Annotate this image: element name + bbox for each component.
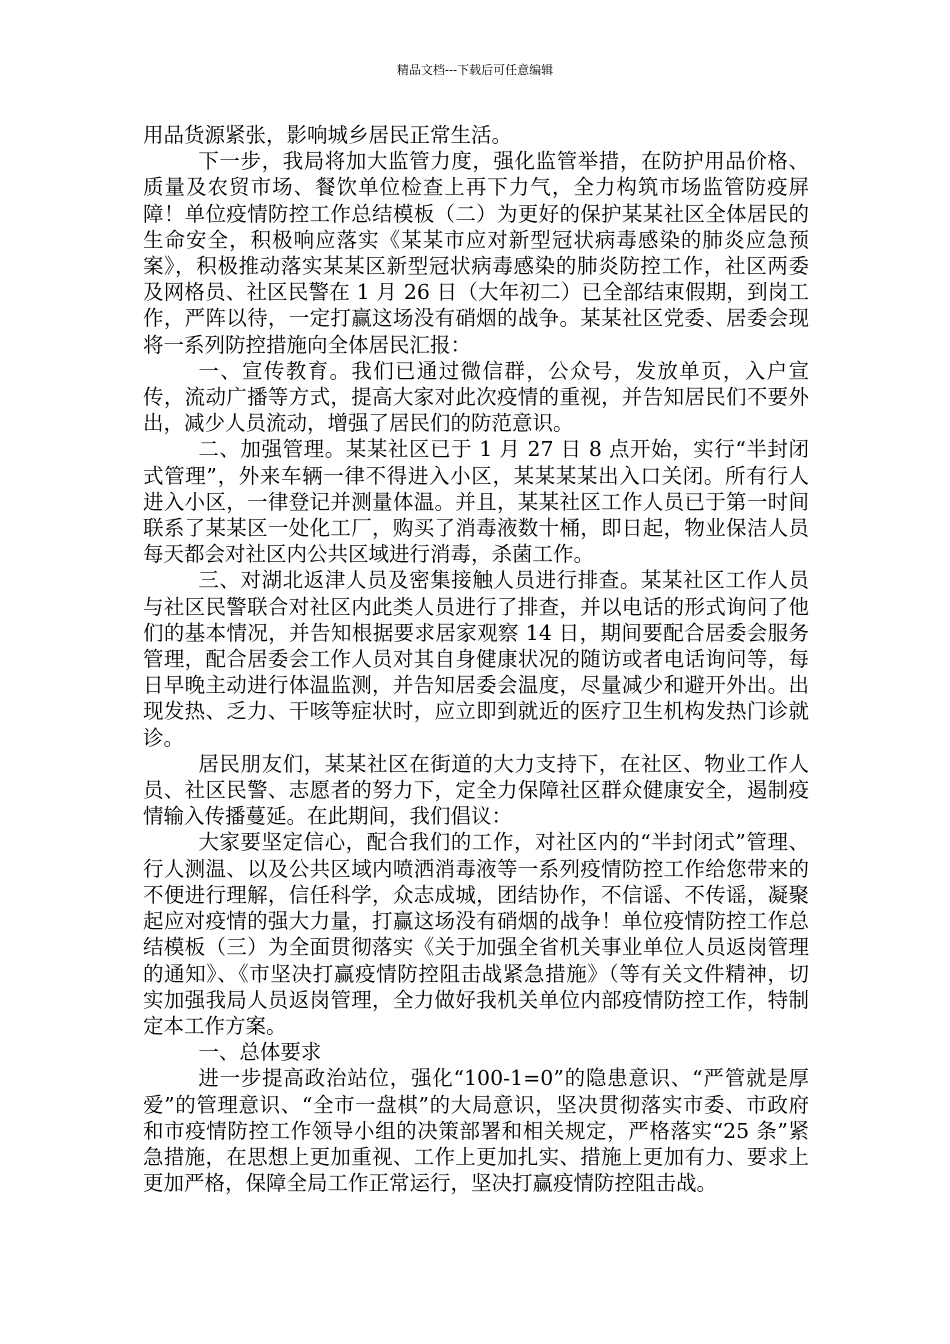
- document-body: [143, 122, 809, 1196]
- paragraph-appeal: 大家要坚定信心，配合我们的工作，对社区内的“半封闭式”管理、行人测温、以及公共区域内喷洒消毒液等一系列疫情防控工作给您带来的不便进行理解，信任科学，众志成城，团结协作，不信谣、不传谣，凝聚起应对疫情的强大力量，打赢这场没有硝烟的战争！单位疫情防控工作总结模板（三）为全面贯彻落实《关于加强全省机关事业单位人员返岗管理的通知》、《市坚决打赢疫情防控阻击战紧急措施》（等有关文件精神，切实加强我局人员返岗管理，全力做好我机关单位内部疫情防控工作，特制定本工作方案。: [143, 830, 809, 1038]
- paragraph-continuation: 用品货源紧张，影响城乡居民正常生活。: [143, 123, 512, 147]
- page-header: 精品文档---下载后可任意编辑: [396, 63, 554, 77]
- paragraph-general-requirements: 进一步提高政治站位，强化“100-1=0”的隐患意识、“严管就是厚爱”的管理意识、“全市一盘棋”的大局意识，坚决贯彻落实市委、市政府和市疫情防控工作领导小组的决策部署和相关规定，严格落实“25 条”紧急措施，在思想上更加重视、工作上更加扎实、措施上更加有力、要求上更加严格，保障全局工作正常运行，坚决打赢疫情防控阻击战。: [143, 1066, 809, 1196]
- paragraph-residents: 居民朋友们，某某社区在街道的大力支持下，在社区、物业工作人员、社区民警、志愿者的努力下，定全力保障社区群众健康安全，遏制疫情输入传播蔓延。在此期间，我们倡议：: [143, 751, 809, 829]
- paragraph-next-steps: 下一步，我局将加大监管力度，强化监管举措，在防护用品价格、质量及农贸市场、餐饮单位检查上再下力气，全力构筑市场监管防疫屏障！单位疫情防控工作总结模板（二）为更好的保护某某社区全体居民的生命安全，积极响应落实《某某市应对新型冠状病毒感染的肺炎应急预案》，积极推动落实某某区新型冠状病毒感染的肺炎防控工作，社区两委及网格员、社区民警在 1 月 26 日（大年初二）已全部结束假期，到岗工作，严阵以待，一定打赢这场没有硝烟的战争。某某社区党委、居委会现将一系列防控措施向全体居民汇报：: [143, 149, 809, 357]
- paragraph-management: 二、加强管理。某某社区已于 1 月 27 日 8 点开始，实行“半封闭式管理”，外来车辆一律不得进入小区，某某某某出入口关闭。所有行人进入小区，一律登记并测量体温。并且，某某社区工作人员已于第一时间联系了某某区一处化工厂，购买了消毒液数十桶，即日起，物业保洁人员每天都会对社区内公共区域进行消毒，杀菌工作。: [143, 437, 809, 567]
- paragraph-screening: 三、对湖北返津人员及密集接触人员进行排查。某某社区工作人员与社区民警联合对社区内此类人员进行了排查，并以电话的形式询问了他们的基本情况，并告知根据要求居家观察 14 日，期间要配合居委会服务管理，配合居委会工作人员对其自身健康状况的随访或者电话询问等，每日早晚主动进行体温监测，并告知居委会温度，尽量减少和避开外出。出现发热、乏力、干咳等症状时，应立即到就近的医疗卫生机构发热门诊就诊。: [143, 568, 809, 750]
- section-heading-general-requirements: 一、总体要求: [198, 1040, 322, 1065]
- paragraph-publicity: 一、宣传教育。我们已通过微信群，公众号，发放单页，入户宣传，流动广播等方式，提高大家对此次疫情的重视，并告知居民们不要外出，减少人员流动，增强了居民们的防范意识。: [143, 358, 809, 436]
